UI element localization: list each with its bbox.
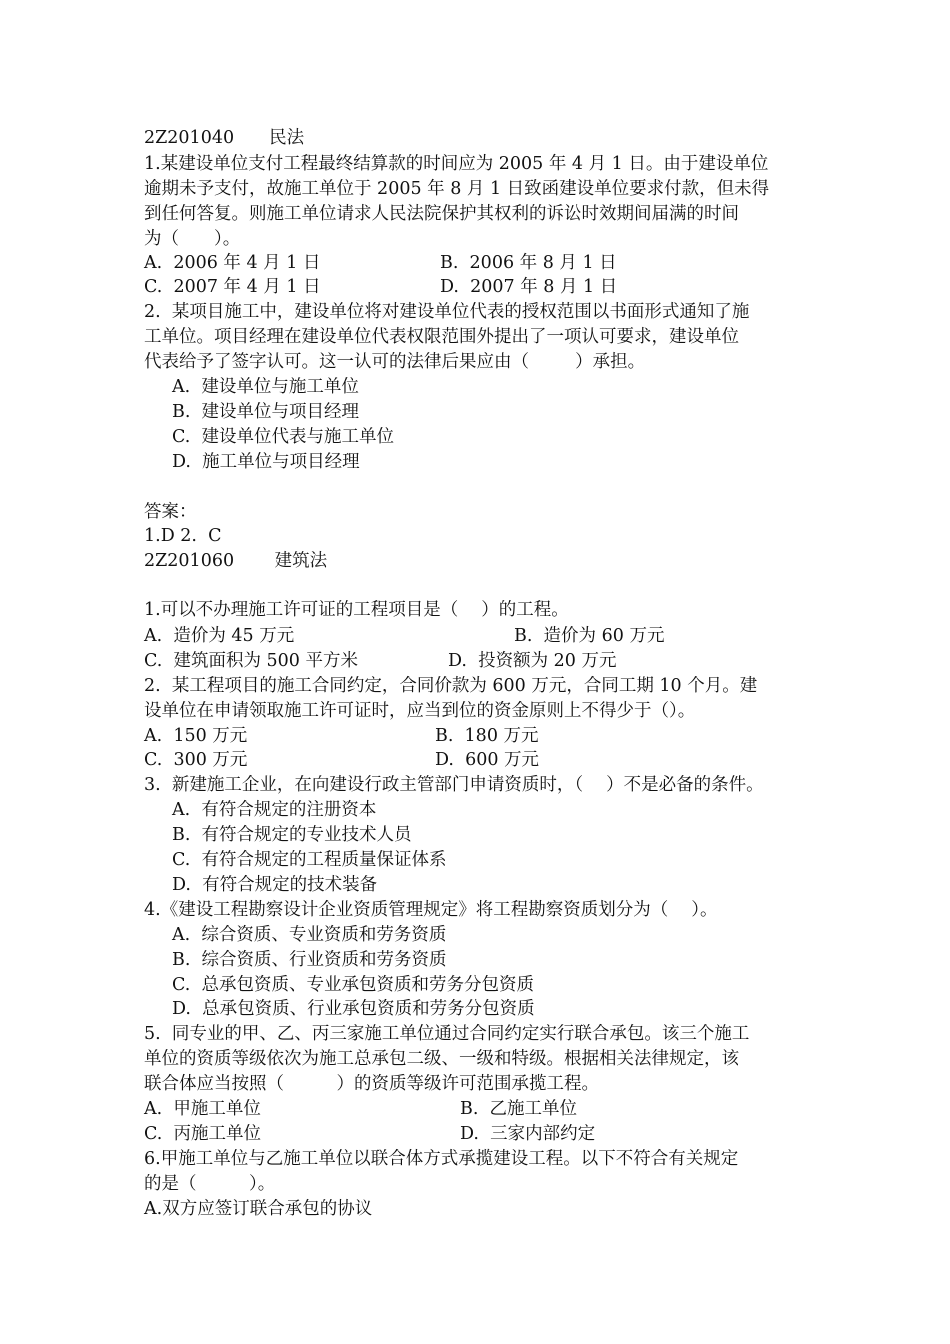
option-a: A.双方应签订联合承包的协议: [144, 1199, 373, 1219]
question-text: 到任何答复。则施工单位请求人民法院保护其权利的诉讼时效期间届满的时间: [144, 204, 739, 224]
question-text: 2. 某项目施工中，建设单位将对建设单位代表的授权范围以书面形式通知了施: [144, 302, 750, 322]
option-d: D. 投资额为 20 万元: [448, 651, 617, 671]
section-heading-construction-law: 2Z201060 建筑法: [144, 551, 328, 571]
question-text: 3. 新建施工企业，在向建设行政主管部门申请资质时，（ ）不是必备的条件。: [144, 775, 764, 795]
option-a: A. 造价为 45 万元: [144, 626, 295, 646]
question-text: 为（ ）。: [144, 229, 241, 249]
question-text: 1.某建设单位支付工程最终结算款的时间应为 2005 年 4 月 1 日。由于建设单位: [144, 154, 769, 174]
option-a: A. 建设单位与施工单位: [172, 377, 359, 397]
option-d: D. 总承包资质、行业承包资质和劳务分包资质: [172, 999, 535, 1019]
option-d: D. 600 万元: [435, 750, 540, 770]
option-c: C. 总承包资质、专业承包资质和劳务分包资质: [172, 975, 534, 995]
option-b: B. 180 万元: [435, 726, 539, 746]
question-text: 代表给予了签字认可。这一认可的法律后果应由（ ）承担。: [144, 352, 646, 372]
option-b: B. 建设单位与项目经理: [172, 402, 360, 422]
option-a: A. 150 万元: [144, 726, 248, 746]
option-d: D. 施工单位与项目经理: [172, 452, 360, 472]
question-text: 1.可以不办理施工许可证的工程项目是（ ）的工程。: [144, 600, 569, 620]
question-text: 的是（ ）。: [144, 1174, 276, 1194]
option-c: C. 300 万元: [144, 750, 248, 770]
answer-text: 1.D 2. C: [144, 526, 222, 546]
question-text: 工单位。项目经理在建设单位代表权限范围外提出了一项认可要求，建设单位: [144, 327, 739, 347]
question-text: 2. 某工程项目的施工合同约定，合同价款为 600 万元，合同工期 10 个月。建: [144, 676, 758, 696]
option-d: D. 三家内部约定: [460, 1124, 596, 1144]
option-b: B. 有符合规定的专业技术人员: [172, 825, 412, 845]
option-b: B. 2006 年 8 月 1 日: [440, 253, 617, 273]
option-c: C. 有符合规定的工程质量保证体系: [172, 850, 447, 870]
question-text: 6.甲施工单位与乙施工单位以联合体方式承揽建设工程。以下不符合有关规定: [144, 1149, 739, 1169]
question-text: 联合体应当按照（ ）的资质等级许可范围承揽工程。: [144, 1074, 599, 1094]
option-c: C. 建筑面积为 500 平方米: [144, 651, 358, 671]
option-c: C. 2007 年 4 月 1 日: [144, 277, 321, 297]
question-text: 4.《建设工程勘察设计企业资质管理规定》将工程勘察资质划分为（ ）。: [144, 900, 718, 920]
option-d: D. 2007 年 8 月 1 日: [440, 277, 618, 297]
option-a: A. 有符合规定的注册资本: [172, 800, 377, 820]
section-heading-civil-law: 2Z201040 民法: [144, 128, 305, 148]
question-text: 逾期未予支付，故施工单位于 2005 年 8 月 1 日致函建设单位要求付款，但未得: [144, 179, 770, 199]
question-text: 设单位在申请领取施工许可证时，应当到位的资金原则上不得少于（）。: [144, 701, 696, 721]
option-b: B. 造价为 60 万元: [514, 626, 665, 646]
option-d: D. 有符合规定的技术装备: [172, 875, 378, 895]
answer-label: 答案：: [144, 502, 197, 522]
question-text: 单位的资质等级依次为施工总承包二级、一级和特级。根据相关法律规定，该: [144, 1049, 739, 1069]
option-a: A. 2006 年 4 月 1 日: [144, 253, 321, 273]
option-b: B. 乙施工单位: [460, 1099, 578, 1119]
option-c: C. 丙施工单位: [144, 1124, 261, 1144]
option-c: C. 建设单位代表与施工单位: [172, 427, 394, 447]
option-b: B. 综合资质、行业资质和劳务资质: [172, 950, 447, 970]
option-a: A. 甲施工单位: [144, 1099, 261, 1119]
question-text: 5. 同专业的甲、乙、丙三家施工单位通过合同约定实行联合承包。该三个施工: [144, 1024, 750, 1044]
option-a: A. 综合资质、专业资质和劳务资质: [172, 925, 447, 945]
